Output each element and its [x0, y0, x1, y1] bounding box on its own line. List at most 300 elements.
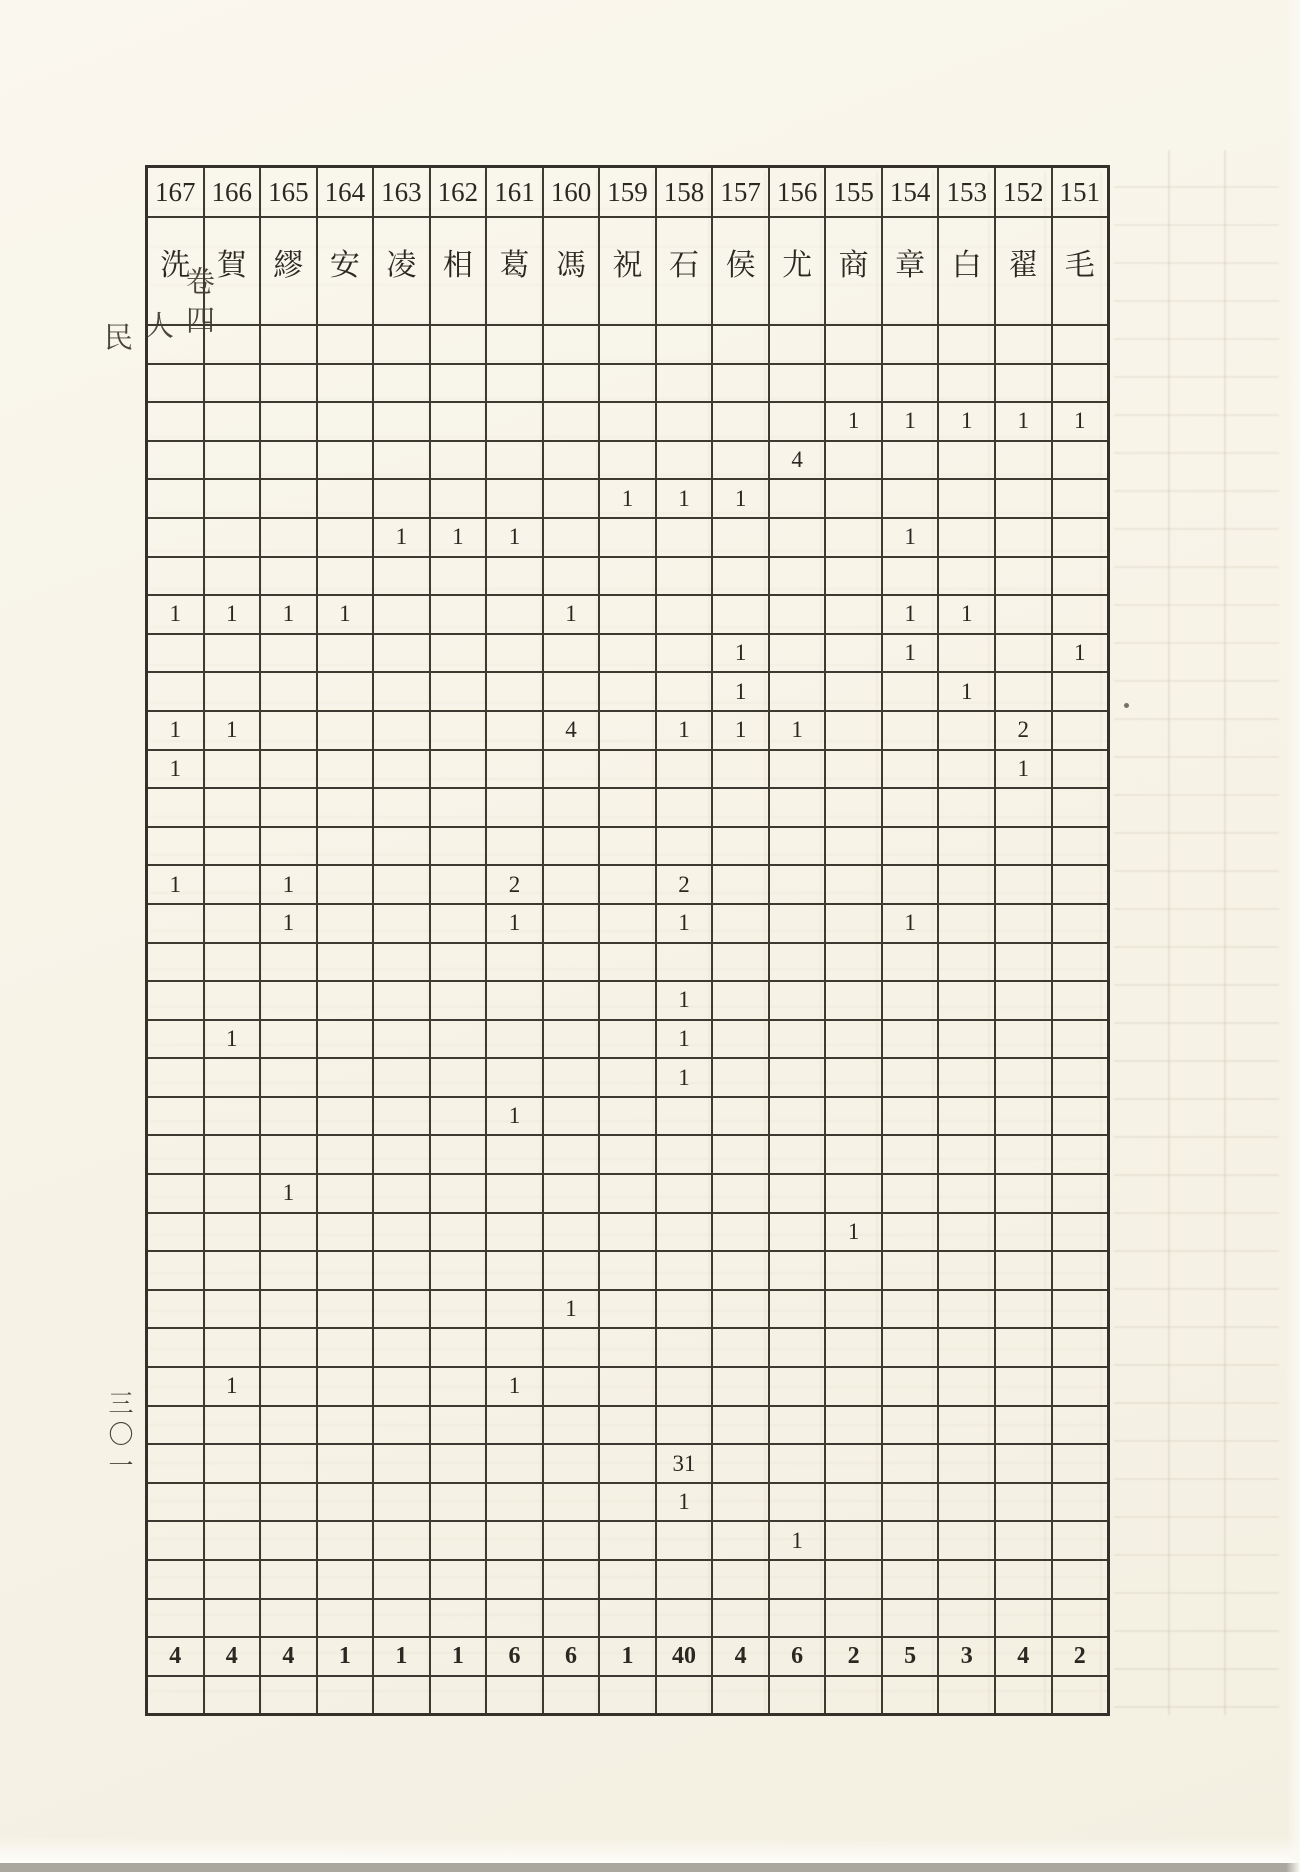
- cell-r31-c153: [939, 1484, 996, 1521]
- cell-r12-c157: [713, 751, 770, 788]
- cell-r14-c155: [826, 828, 883, 865]
- cell-r5-c157: 1: [713, 480, 770, 517]
- cell-r36-c156: [770, 1677, 827, 1714]
- table-row: [148, 905, 1107, 944]
- header-cell-167: 167: [148, 168, 205, 216]
- cell-r30-c158: 31: [657, 1445, 714, 1482]
- cell-r20-c151: [1053, 1059, 1108, 1096]
- cell-r17-c155: [826, 944, 883, 981]
- surname-cell-167: 洗: [148, 218, 205, 324]
- cell-r19-c163: [374, 1021, 431, 1058]
- table-row: [148, 635, 1107, 674]
- cell-r17-c157: [713, 944, 770, 981]
- cell-r7-c160: [544, 558, 601, 595]
- cell-r19-c151: [1053, 1021, 1108, 1058]
- cell-r10-c161: [487, 673, 544, 710]
- cell-r24-c167: [148, 1214, 205, 1251]
- cell-r33-c162: [431, 1561, 488, 1598]
- cell-r18-c154: [883, 982, 940, 1019]
- cell-r4-c162: [431, 442, 488, 479]
- cell-r10-c164: [318, 673, 375, 710]
- cell-r35-c153: 3: [939, 1638, 996, 1675]
- cell-r11-c153: [939, 712, 996, 749]
- cell-r20-c154: [883, 1059, 940, 1096]
- cell-r33-c163: [374, 1561, 431, 1598]
- cell-r30-c162: [431, 1445, 488, 1482]
- cell-r9-c162: [431, 635, 488, 672]
- cell-r24-c165: [261, 1214, 318, 1251]
- cell-r11-c157: 1: [713, 712, 770, 749]
- cell-r5-c159: 1: [600, 480, 657, 517]
- cell-r21-c153: [939, 1098, 996, 1135]
- cell-r17-c167: [148, 944, 205, 981]
- cell-r24-c156: [770, 1214, 827, 1251]
- bleed-through-grid-right: [1114, 150, 1279, 1715]
- cell-r22-c158: [657, 1136, 714, 1173]
- cell-r17-c151: [1053, 944, 1108, 981]
- cell-r24-c163: [374, 1214, 431, 1251]
- cell-r6-c152: [996, 519, 1053, 556]
- header-cell-165: 165: [261, 168, 318, 216]
- cell-r24-c152: [996, 1214, 1053, 1251]
- cell-r4-c159: [600, 442, 657, 479]
- cell-r19-c160: [544, 1021, 601, 1058]
- surname-cell-157: 侯: [713, 218, 770, 324]
- cell-r12-c153: [939, 751, 996, 788]
- cell-r13-c159: [600, 789, 657, 826]
- cell-r34-c165: [261, 1600, 318, 1637]
- cell-r27-c161: [487, 1329, 544, 1366]
- cell-r23-c151: [1053, 1175, 1108, 1212]
- cell-r8-c152: [996, 596, 1053, 633]
- cell-r7-c152: [996, 558, 1053, 595]
- cell-r1-c166: [205, 326, 262, 363]
- cell-r9-c160: [544, 635, 601, 672]
- cell-r32-c156: 1: [770, 1522, 827, 1559]
- cell-r2-c156: [770, 365, 827, 402]
- cell-r2-c155: [826, 365, 883, 402]
- cell-r14-c152: [996, 828, 1053, 865]
- cell-r33-c155: [826, 1561, 883, 1598]
- header-cell-152: 152: [996, 168, 1053, 216]
- cell-r2-c160: [544, 365, 601, 402]
- cell-r30-c160: [544, 1445, 601, 1482]
- cell-r28-c163: [374, 1368, 431, 1405]
- cell-r7-c162: [431, 558, 488, 595]
- cell-r25-c160: [544, 1252, 601, 1289]
- cell-r19-c159: [600, 1021, 657, 1058]
- surname-cell-162: 相: [431, 218, 488, 324]
- cell-r17-c165: [261, 944, 318, 981]
- cell-r30-c151: [1053, 1445, 1108, 1482]
- table-row: [148, 1059, 1107, 1098]
- cell-r11-c165: [261, 712, 318, 749]
- cell-r23-c162: [431, 1175, 488, 1212]
- cell-r15-c154: [883, 866, 940, 903]
- cell-r21-c162: [431, 1098, 488, 1135]
- cell-r35-c161: 6: [487, 1638, 544, 1675]
- cell-r22-c163: [374, 1136, 431, 1173]
- cell-r21-c167: [148, 1098, 205, 1135]
- cell-r32-c160: [544, 1522, 601, 1559]
- cell-r29-c155: [826, 1407, 883, 1444]
- cell-r30-c159: [600, 1445, 657, 1482]
- cell-r9-c158: [657, 635, 714, 672]
- cell-r13-c161: [487, 789, 544, 826]
- cell-r35-c158: 40: [657, 1638, 714, 1675]
- cell-r28-c161: 1: [487, 1368, 544, 1405]
- cell-r23-c161: [487, 1175, 544, 1212]
- cell-r13-c153: [939, 789, 996, 826]
- cell-r27-c167: [148, 1329, 205, 1366]
- cell-r29-c158: [657, 1407, 714, 1444]
- cell-r34-c160: [544, 1600, 601, 1637]
- cell-r4-c152: [996, 442, 1053, 479]
- cell-r9-c157: 1: [713, 635, 770, 672]
- cell-r28-c151: [1053, 1368, 1108, 1405]
- cell-r13-c158: [657, 789, 714, 826]
- cell-r28-c155: [826, 1368, 883, 1405]
- table-row: [148, 1407, 1107, 1446]
- cell-r4-c154: [883, 442, 940, 479]
- cell-r6-c158: [657, 519, 714, 556]
- cell-r27-c159: [600, 1329, 657, 1366]
- cell-r28-c164: [318, 1368, 375, 1405]
- cell-r16-c160: [544, 905, 601, 942]
- cell-r2-c164: [318, 365, 375, 402]
- cell-r3-c151: 1: [1074, 408, 1086, 434]
- cell-r25-c164: [318, 1252, 375, 1289]
- cell-r36-c161: [487, 1677, 544, 1714]
- cell-r36-c158: [657, 1677, 714, 1714]
- surname-cell-164: 安: [318, 218, 375, 324]
- cell-r14-c151: [1053, 828, 1108, 865]
- cell-r2-c158: [657, 365, 714, 402]
- cell-r15-c159: [600, 866, 657, 903]
- cell-r32-c159: [600, 1522, 657, 1559]
- cell-r21-c157: [713, 1098, 770, 1135]
- cell-r16-c154: 1: [883, 905, 940, 942]
- cell-r30-c163: [374, 1445, 431, 1482]
- cell-r28-c157: [713, 1368, 770, 1405]
- cell-r14-c154: [883, 828, 940, 865]
- cell-r32-c158: [657, 1522, 714, 1559]
- cell-r26-c162: [431, 1291, 488, 1328]
- cell-r3-c164: [318, 403, 375, 440]
- cell-r16-c162: [431, 905, 488, 942]
- cell-r4-c161: [487, 442, 544, 479]
- cell-r2-c163: [374, 365, 431, 402]
- header-cell-164: 164: [318, 168, 375, 216]
- cell-r27-c166: [205, 1329, 262, 1366]
- cell-r5-c151: [1053, 480, 1108, 517]
- header-cell-154: 154: [883, 168, 940, 216]
- table-row: [148, 866, 1107, 905]
- cell-r8-c163: [374, 596, 431, 633]
- cell-r11-c159: [600, 712, 657, 749]
- cell-r36-c163: [374, 1677, 431, 1714]
- cell-r8-c161: [487, 596, 544, 633]
- cell-r11-c155: [826, 712, 883, 749]
- cell-r26-c165: [261, 1291, 318, 1328]
- cell-r31-c162: [431, 1484, 488, 1521]
- table-row: [148, 1214, 1107, 1253]
- cell-r8-c159: [600, 596, 657, 633]
- cell-r28-c160: [544, 1368, 601, 1405]
- cell-r14-c163: [374, 828, 431, 865]
- cell-r29-c163: [374, 1407, 431, 1444]
- cell-r5-c156: [770, 480, 827, 517]
- cell-r9-c152: [996, 635, 1053, 672]
- volume-title-part: 人: [141, 310, 173, 349]
- cell-r17-c159: [600, 944, 657, 981]
- table-row: [148, 673, 1107, 712]
- cell-r10-c153: 1: [939, 673, 996, 710]
- cell-r26-c158: [657, 1291, 714, 1328]
- header-cell-159: 159: [600, 168, 657, 216]
- cell-r19-c162: [431, 1021, 488, 1058]
- cell-r17-c160: [544, 944, 601, 981]
- cell-r6-c154: 1: [883, 519, 940, 556]
- cell-r34-c158: [657, 1600, 714, 1637]
- cell-r19-c153: [939, 1021, 996, 1058]
- cell-r9-c154: 1: [883, 635, 940, 672]
- cell-r23-c166: [205, 1175, 262, 1212]
- cell-r10-c160: [544, 673, 601, 710]
- cell-r30-c152: [996, 1445, 1053, 1482]
- header-cell-157: 157: [713, 168, 770, 216]
- table-row: [148, 1021, 1107, 1060]
- cell-r27-c165: [261, 1329, 318, 1366]
- cell-r21-c159: [600, 1098, 657, 1135]
- cell-r25-c156: [770, 1252, 827, 1289]
- cell-r27-c152: [996, 1329, 1053, 1366]
- cell-r22-c151: [1053, 1136, 1108, 1173]
- cell-r29-c164: [318, 1407, 375, 1444]
- cell-r22-c166: [205, 1136, 262, 1173]
- header-cell-151: 151: [1059, 176, 1101, 207]
- cell-r1-c159: [600, 326, 657, 363]
- cell-r8-c155: [826, 596, 883, 633]
- cell-r35-c152: 4: [996, 1638, 1053, 1675]
- cell-r3-c153: 1: [939, 403, 996, 440]
- header-cell-160: 160: [544, 168, 601, 216]
- cell-r10-c157: 1: [713, 673, 770, 710]
- cell-r12-c165: [261, 751, 318, 788]
- cell-r7-c165: [261, 558, 318, 595]
- cell-r15-c151: [1053, 866, 1108, 903]
- cell-r25-c163: [374, 1252, 431, 1289]
- cell-r25-c152: [996, 1252, 1053, 1289]
- cell-r36-c154: [883, 1677, 940, 1714]
- cell-r14-c158: [657, 828, 714, 865]
- table-row: [148, 1445, 1107, 1484]
- cell-r36-c152: [996, 1677, 1053, 1714]
- cell-r25-c158: [657, 1252, 714, 1289]
- cell-r20-c158: 1: [657, 1059, 714, 1096]
- cell-r4-c160: [544, 442, 601, 479]
- cell-r6-c161: 1: [487, 519, 544, 556]
- cell-r7-c155: [826, 558, 883, 595]
- cell-r9-c156: [770, 635, 827, 672]
- cell-r36-c157: [713, 1677, 770, 1714]
- cell-r6-c157: [713, 519, 770, 556]
- cell-r20-c161: [487, 1059, 544, 1096]
- cell-r21-c166: [205, 1098, 262, 1135]
- cell-r16-c166: [205, 905, 262, 942]
- cell-r23-c159: [600, 1175, 657, 1212]
- cell-r26-c152: [996, 1291, 1053, 1328]
- header-cell-161: 161: [487, 168, 544, 216]
- cell-r12-c154: [883, 751, 940, 788]
- cell-r27-c164: [318, 1329, 375, 1366]
- cell-r1-c155: [826, 326, 883, 363]
- cell-r27-c154: [883, 1329, 940, 1366]
- table-row: [148, 1484, 1107, 1523]
- cell-r1-c157: [713, 326, 770, 363]
- cell-r2-c157: [713, 365, 770, 402]
- cell-r36-c151: [1053, 1677, 1108, 1714]
- cell-r9-c164: [318, 635, 375, 672]
- cell-r21-c156: [770, 1098, 827, 1135]
- table-row: [148, 1098, 1107, 1137]
- surname-cell-152: 翟: [996, 218, 1053, 324]
- totals-row: [148, 1638, 1107, 1677]
- cell-r12-c155: [826, 751, 883, 788]
- table-row: [148, 828, 1107, 867]
- cell-r36-c164: [318, 1677, 375, 1714]
- cell-r20-c165: [261, 1059, 318, 1096]
- cell-r5-c163: [374, 480, 431, 517]
- cell-r9-c151: 1: [1074, 640, 1086, 666]
- cell-r15-c164: [318, 866, 375, 903]
- cell-r23-c163: [374, 1175, 431, 1212]
- surname-cell-154: 章: [883, 218, 940, 324]
- cell-r31-c152: [996, 1484, 1053, 1521]
- table-row: [148, 442, 1107, 481]
- cell-r15-c157: [713, 866, 770, 903]
- cell-r13-c162: [431, 789, 488, 826]
- cell-r36-c162: [431, 1677, 488, 1714]
- cell-r18-c165: [261, 982, 318, 1019]
- cell-r18-c155: [826, 982, 883, 1019]
- cell-r4-c165: [261, 442, 318, 479]
- cell-r4-c155: [826, 442, 883, 479]
- cell-r7-c157: [713, 558, 770, 595]
- cell-r35-c156: 6: [770, 1638, 827, 1675]
- cell-r5-c155: [826, 480, 883, 517]
- table-row: [148, 519, 1107, 558]
- surname-cell-156: 尤: [770, 218, 827, 324]
- cell-r24-c160: [544, 1214, 601, 1251]
- cell-r2-c159: [600, 365, 657, 402]
- cell-r18-c152: [996, 982, 1053, 1019]
- cell-r16-c163: [374, 905, 431, 942]
- cell-r36-c160: [544, 1677, 601, 1714]
- cell-r16-c157: [713, 905, 770, 942]
- cell-r29-c160: [544, 1407, 601, 1444]
- cell-r1-c152: [996, 326, 1053, 363]
- cell-r22-c159: [600, 1136, 657, 1173]
- table-row: [148, 1136, 1107, 1175]
- cell-r36-c155: [826, 1677, 883, 1714]
- cell-r18-c164: [318, 982, 375, 1019]
- cell-r21-c161: 1: [487, 1098, 544, 1135]
- cell-r23-c157: [713, 1175, 770, 1212]
- cell-r28-c153: [939, 1368, 996, 1405]
- cell-r12-c158: [657, 751, 714, 788]
- cell-r22-c160: [544, 1136, 601, 1173]
- cell-r26-c166: [205, 1291, 262, 1328]
- table-row: [148, 596, 1107, 635]
- cell-r18-c163: [374, 982, 431, 1019]
- cell-r31-c160: [544, 1484, 601, 1521]
- cell-r6-c155: [826, 519, 883, 556]
- cell-r22-c167: [148, 1136, 205, 1173]
- cell-r14-c166: [205, 828, 262, 865]
- cell-r28-c158: [657, 1368, 714, 1405]
- cell-r13-c165: [261, 789, 318, 826]
- cell-r4-c151: [1053, 442, 1108, 479]
- cell-r20-c157: [713, 1059, 770, 1096]
- cell-r18-c166: [205, 982, 262, 1019]
- cell-r14-c164: [318, 828, 375, 865]
- cell-r24-c153: [939, 1214, 996, 1251]
- cell-r31-c157: [713, 1484, 770, 1521]
- cell-r12-c162: [431, 751, 488, 788]
- cell-r35-c159: 1: [600, 1638, 657, 1675]
- cell-r15-c166: [205, 866, 262, 903]
- cell-r33-c166: [205, 1561, 262, 1598]
- cell-r26-c160: 1: [544, 1291, 601, 1328]
- cell-r31-c164: [318, 1484, 375, 1521]
- cell-r34-c163: [374, 1600, 431, 1637]
- cell-r18-c157: [713, 982, 770, 1019]
- surname-cell-161: 葛: [487, 218, 544, 324]
- cell-r32-c162: [431, 1522, 488, 1559]
- table-row: [148, 1677, 1107, 1714]
- cell-r29-c162: [431, 1407, 488, 1444]
- cell-r22-c154: [883, 1136, 940, 1173]
- cell-r30-c155: [826, 1445, 883, 1482]
- cell-r11-c166: 1: [205, 712, 262, 749]
- cell-r28-c159: [600, 1368, 657, 1405]
- cell-r33-c167: [148, 1561, 205, 1598]
- cell-r34-c166: [205, 1600, 262, 1637]
- cell-r10-c163: [374, 673, 431, 710]
- cell-r9-c163: [374, 635, 431, 672]
- cell-r34-c155: [826, 1600, 883, 1637]
- cell-r26-c157: [713, 1291, 770, 1328]
- cell-r12-c159: [600, 751, 657, 788]
- cell-r8-c167: 1: [148, 596, 205, 633]
- cell-r32-c157: [713, 1522, 770, 1559]
- cell-r13-c160: [544, 789, 601, 826]
- cell-r3-c156: [770, 403, 827, 440]
- cell-r16-c155: [826, 905, 883, 942]
- cell-r12-c152: 1: [996, 751, 1053, 788]
- cell-r11-c161: [487, 712, 544, 749]
- cell-r7-c151: [1053, 558, 1108, 595]
- cell-r16-c152: [996, 905, 1053, 942]
- cell-r31-c158: 1: [657, 1484, 714, 1521]
- cell-r14-c167: [148, 828, 205, 865]
- cell-r3-c159: [600, 403, 657, 440]
- cell-r24-c158: [657, 1214, 714, 1251]
- cell-r32-c164: [318, 1522, 375, 1559]
- surname-cell-159: 祝: [600, 218, 657, 324]
- cell-r5-c162: [431, 480, 488, 517]
